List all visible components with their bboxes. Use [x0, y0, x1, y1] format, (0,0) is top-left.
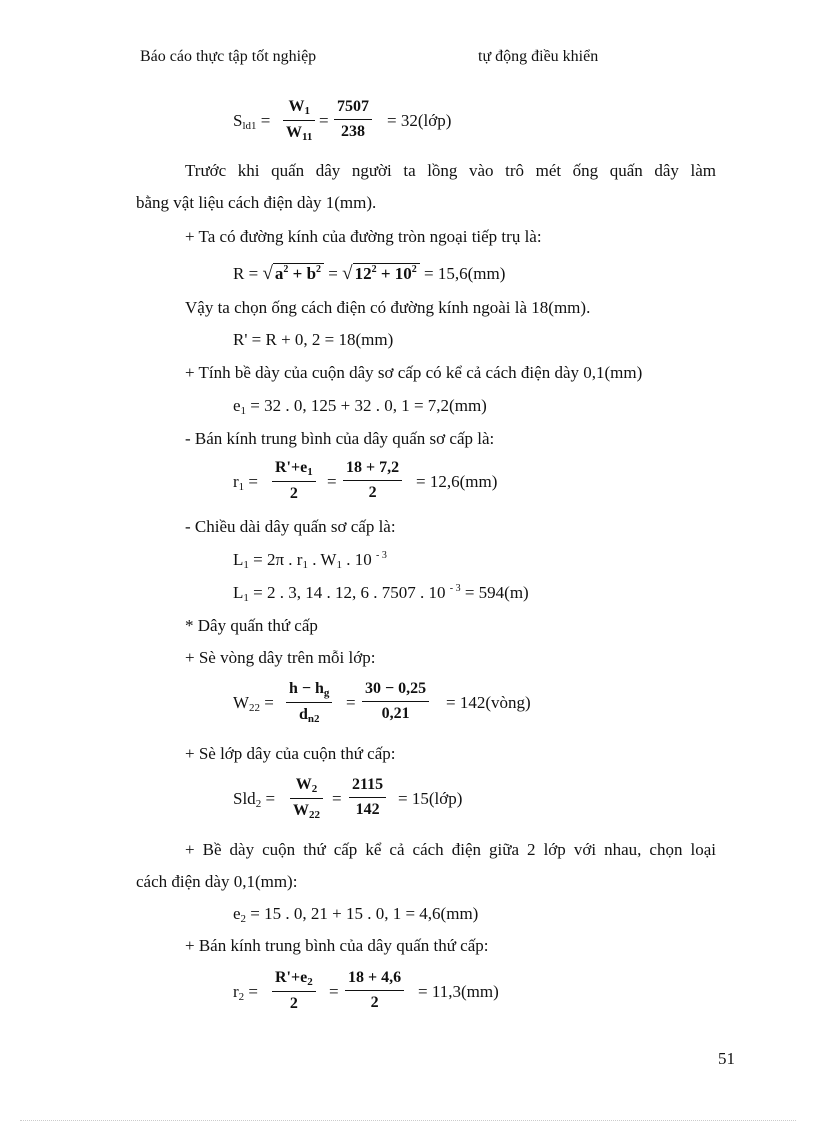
para1-line1: Trước khi quấn dây người ta lồng vào trô mét ống quấn dây làm	[185, 161, 716, 180]
header-right: tự động điều khiển	[478, 48, 599, 65]
equation-e1: $e_1 = 32$ . 0, 125 + 32 . 0, 1 = 7,2(mm)	[233, 396, 487, 417]
eqr2-result: = 11,3(mm)	[418, 982, 499, 1001]
line-turns: + Sè vòng dây trên mỗi lớp:	[185, 648, 376, 667]
eq1-result: = 32(lớp)	[387, 111, 452, 130]
eqSld2-result: = 15(lớp)	[398, 789, 463, 808]
eqSld2-fraction-2: $\frac{2115}{142}$	[349, 776, 386, 819]
eqr2-lhs: $r_2$ =	[233, 982, 259, 1003]
line-r-intro: + Ta có đường kính của đường tròn ngoại tiếp trụ là:	[185, 227, 542, 246]
bottom-divider	[20, 1120, 796, 1121]
equation-R: R = √ $a^2 + b^2$ = √ $12^2 + 10^2 = 15,6(mm)$	[233, 263, 506, 284]
eqR-lhs: R =	[233, 264, 259, 283]
eqW22-fraction-1: $\frac{h - h_g}{d_{n2}}$	[286, 680, 332, 725]
eqSld2-lhs: Sld$_2$ =	[233, 789, 276, 810]
equation-e2: $e_2 = 15$ . 0, 21 + 15 . 0, 1 = 4,6(mm)	[233, 904, 479, 925]
line-secondary: * Dây quấn thứ cấp	[185, 616, 318, 635]
line-choose: Vậy ta chọn ống cách điện có đường kính ngoài là 18(mm).	[185, 298, 591, 317]
eq1-fraction-num: $\frac{7507}{238}$	[334, 98, 372, 141]
line-radius2: + Bán kính trung bình của dây quấn thứ cấp:	[185, 936, 489, 955]
equation-L1-value: $L_1 = 2$ . 3, 14 . 12, 6 . 7507 . 10 $^{- 3}$ = 594(m)	[233, 583, 529, 604]
eqr1-result: = 12,6(mm)	[416, 472, 498, 491]
eq1-fraction-w: $\frac{W_1}{W_{11}}$	[283, 98, 315, 143]
para1-line2: bằng vật liệu cách điện dày 1(mm).	[136, 193, 377, 212]
eqSld2-equals: =	[332, 789, 342, 808]
eqR-result: = 15,6(mm)	[424, 264, 506, 283]
eqW22-lhs: $W_{22}$ =	[233, 693, 274, 714]
eq1-lhs: $S_{ld1}$ =	[233, 111, 271, 132]
sqrt-2: √ $12^2 + 10^2$	[342, 264, 420, 283]
equation-L1-formula: $L_1 = 2\pi$ . $r_1$ . $W_1$ . 10 $^{- 3}$	[233, 550, 387, 571]
eqr2-equals: =	[329, 982, 339, 1001]
eqr1-fraction-1: $\frac{R'+e_1}{2}$	[272, 459, 316, 503]
line-layers: + Sè lớp dây của cuộn thứ cấp:	[185, 744, 396, 763]
line-thickness: + Tính bề dày của cuộn dây sơ cấp có kể cả cách điện dày 0,1(mm)	[185, 363, 643, 382]
eqSld2-fraction-1: $\frac{W_2}{W_{22}}$	[290, 776, 323, 821]
eqW22-fraction-2: $\frac{30 - 0,25}{0,21}$	[362, 680, 429, 723]
eqr1-equals: =	[327, 472, 337, 491]
eqr1-lhs: $r_1$ =	[233, 472, 259, 493]
eqW22-result: = 142(vòng)	[446, 693, 531, 712]
line-radius1: - Bán kính trung bình của dây quấn sơ cấp là:	[185, 429, 495, 448]
sqrt-1: √ $a^2 + b^2$	[262, 264, 324, 283]
line-len1: - Chiều dài dây quấn sơ cấp là:	[185, 517, 396, 536]
page-number: 51	[718, 1049, 735, 1068]
eqW22-equals: =	[346, 693, 356, 712]
header-left: Báo cáo thực tập tốt nghiệp	[140, 48, 317, 65]
eqr2-fraction-2: $\frac{18 + 4,6}{2}$	[345, 969, 404, 1012]
eqr2-fraction-1: $\frac{R'+e_2}{2}$	[272, 969, 316, 1013]
equation-Rprime: R' = R + 0, 2 = 18(mm)	[233, 330, 394, 349]
para2-line1: + Bề dày cuộn thứ cấp kể cả cách điện giữa 2 lớp với nhau, chọn loại	[185, 840, 716, 859]
para2-line2: cách điện dày 0,1(mm):	[136, 872, 298, 891]
eqr1-fraction-2: $\frac{18 + 7,2}{2}$	[343, 459, 402, 502]
eq1-equals: =	[319, 111, 329, 130]
